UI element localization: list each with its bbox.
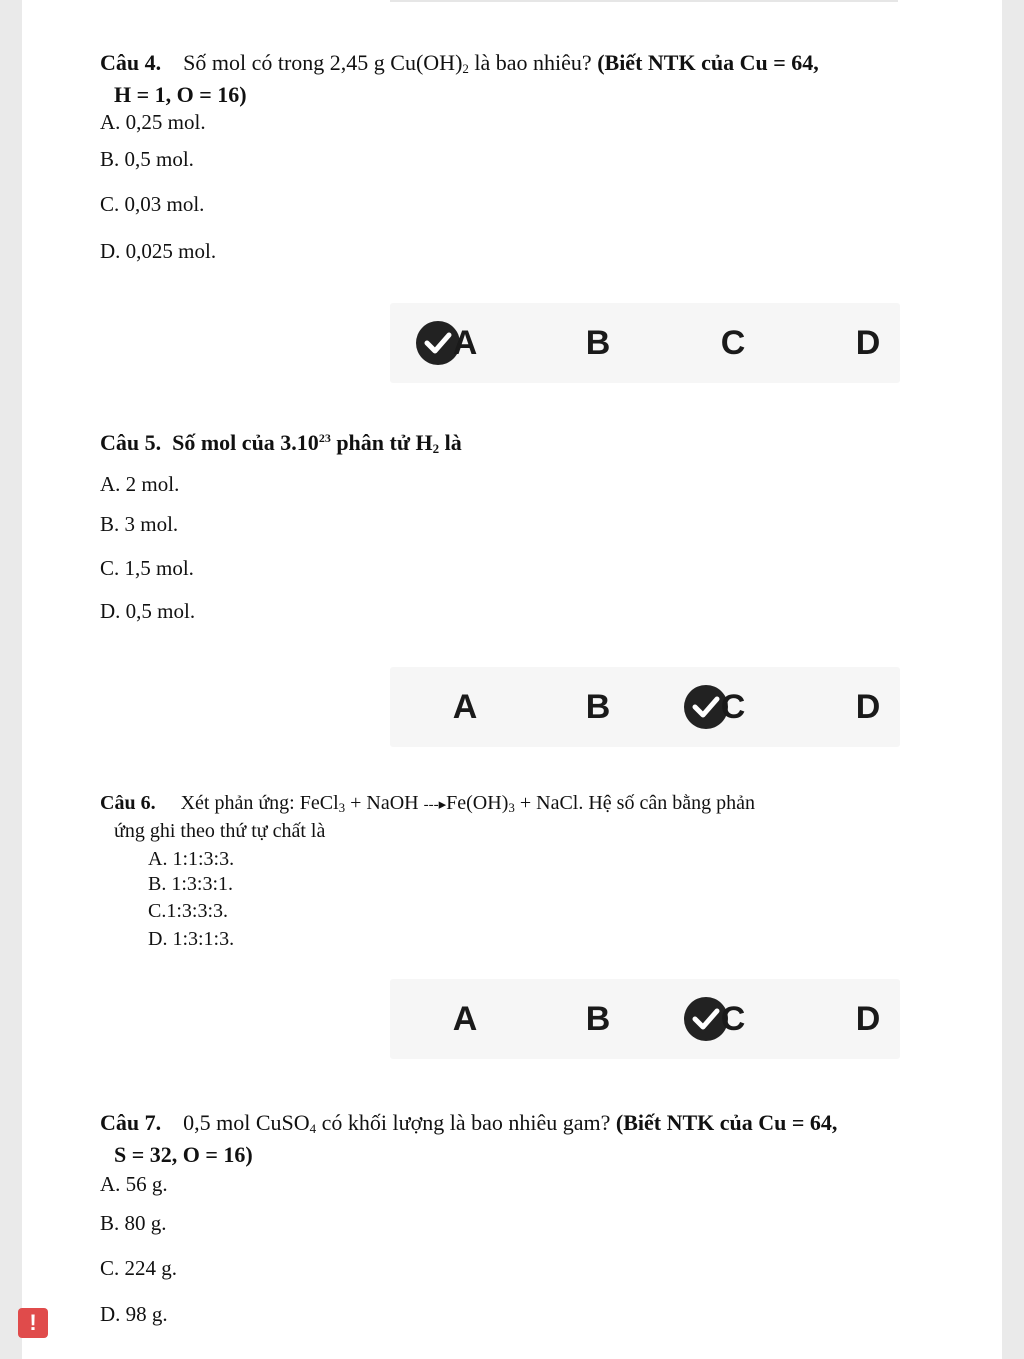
- q5-answer-bar: [390, 667, 900, 747]
- q6-choice-b[interactable]: B: [585, 999, 611, 1038]
- q6-option-b: B. 1:3:3:1.: [148, 873, 234, 895]
- right-edge: [1002, 0, 1024, 1359]
- q4-choice-d[interactable]: D: [855, 323, 881, 362]
- q6-answer-bar: [390, 979, 900, 1059]
- q5-option-b: B. 3 mol.: [100, 512, 179, 536]
- q4-option-d: D. 0,025 mol.: [100, 239, 217, 263]
- q6-option-c: C.1:3:3:3.: [148, 900, 229, 922]
- question-7-label: Câu 7.: [100, 1110, 162, 1135]
- left-edge: [0, 0, 22, 1359]
- q4-option-a: A. 0,25 mol.: [100, 110, 206, 134]
- question-7-hint: S = 32, O = 16): [114, 1142, 253, 1167]
- q5-option-a: A. 2 mol.: [100, 472, 180, 496]
- q5-choice-d[interactable]: D: [855, 687, 881, 726]
- q6-option-d: D. 1:3:1:3.: [148, 928, 235, 950]
- q7-option-a: A. 56 g.: [100, 1172, 168, 1196]
- question-4-hint: H = 1, O = 16): [114, 82, 247, 107]
- q6-choice-d[interactable]: D: [855, 999, 881, 1038]
- question-7-text: Câu 7. 0,5 mol CuSO$_4$ có khối lượng là bao nhiêu gam? (Biết NTK của Cu = 64,: [100, 1110, 838, 1136]
- q7-option-c: C. 224 g.: [100, 1256, 178, 1280]
- q4-option-b: B. 0,5 mol.: [100, 147, 194, 171]
- question-4-text: Câu 4. Số mol có trong 2,45 g $Cu(OH)_2$ là bao nhiêu? (Biết NTK của Cu = 64,: [100, 50, 819, 76]
- q6-option-a: A. 1:1:3:3.: [148, 848, 235, 870]
- question-5-text: Câu 5. Số mol của 3.10$^{23}$ phân tử $H_2$ là: [100, 430, 462, 456]
- question-6-label: Câu 6.: [100, 792, 156, 814]
- question-6-line2: ứng ghi theo thứ tự chất là: [114, 820, 326, 842]
- top-divider: [390, 0, 898, 2]
- q5-option-d: D. 0,5 mol.: [100, 599, 196, 623]
- q6-choice-c[interactable]: C: [720, 999, 746, 1038]
- q4-option-c: C. 0,03 mol.: [100, 192, 205, 216]
- question-6-text: Câu 6. Xét phản ứng: FeCl$_3$ + NaOH $---▸Fe(OH)_3$ + NaCl. Hệ số cân bằng phản: [100, 792, 755, 815]
- q5-choice-b[interactable]: B: [585, 687, 611, 726]
- q5-choice-c[interactable]: C: [720, 687, 746, 726]
- warning-icon[interactable]: !: [18, 1308, 48, 1338]
- question-4-label: Câu 4.: [100, 50, 162, 75]
- q7-option-b: B. 80 g.: [100, 1211, 167, 1235]
- q4-choice-b[interactable]: B: [585, 323, 611, 362]
- q7-option-d: D. 98 g.: [100, 1302, 168, 1326]
- q5-choice-a[interactable]: A: [452, 687, 478, 726]
- question-5-label: Câu 5.: [100, 430, 162, 455]
- q5-option-c: C. 1,5 mol.: [100, 556, 194, 580]
- q4-choice-c[interactable]: C: [720, 323, 746, 362]
- q6-choice-a[interactable]: A: [452, 999, 478, 1038]
- q4-answer-bar: [390, 303, 900, 383]
- q4-choice-a[interactable]: A: [452, 323, 478, 362]
